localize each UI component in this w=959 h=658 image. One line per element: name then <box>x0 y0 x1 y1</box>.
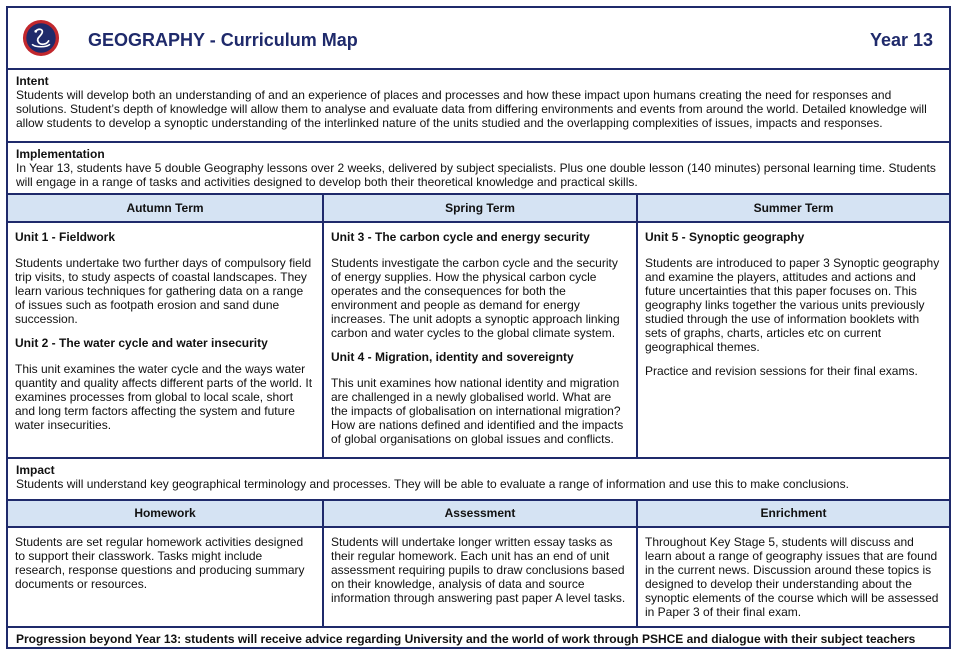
implementation-section <box>8 143 949 195</box>
homework-text: Students are set regular homework activities designed to support their classwork. Tasks might include research, response questions and producing summary documents or resources. <box>8 528 324 626</box>
impact-section <box>8 459 949 501</box>
impact-text: Students will understand key geographical terminology and processes. They will be able to evaluate a range of information and use this to make conclusions. <box>16 477 849 491</box>
unit4-title: Unit 4 - Migration, identity and sovereignty <box>331 350 574 364</box>
unit1-text: Students undertake two further days of compulsory field trip visits, to study aspects of coastal landscapes. They learn various techniques for gathering data on a range of issues such as footpath erosion and sand dune succession. <box>15 256 312 326</box>
unit1-title: Unit 1 - Fieldwork <box>15 230 116 244</box>
intent-text: Students will develop both an understanding of and an experience of places and processes and how these impact upon humans creating the need for responses and solutions. Student’s depth of knowledge will allow them to analyse and evaluate data from differing environments and events from around the world. Detailed knowledge will allow students to develop a synoptic understanding of the interlinked nature of the units studied and the overlapping complexities of issues, impacts and responses. <box>16 88 927 130</box>
page-title: GEOGRAPHY - Curriculum Map <box>88 30 358 50</box>
unit4-text: This unit examines how national identity and migration are challenged in a newly globalised world. What are the impacts of globalisation on international migration? How are nations defined and identified and the impacts of global organisations on global issues and conflicts. <box>331 376 624 446</box>
summer-term-heading: Summer Term <box>638 195 949 221</box>
summer-term-cell <box>638 223 949 457</box>
homework-heading: Homework <box>8 501 324 526</box>
autumn-term-heading: Autumn Term <box>8 195 324 221</box>
autumn-term-cell <box>8 223 324 457</box>
spring-term-cell <box>324 223 638 457</box>
intent-heading: Intent <box>16 74 49 88</box>
progression-text: Progression beyond Year 13: students will receive advice regarding University and the world of work through PSHCE and dialogue with their subject teachers <box>16 632 916 646</box>
implementation-text: In Year 13, students have 5 double Geography lessons over 2 weeks, delivered by subject specialists. Plus one double lesson (140 minutes) personal learning time. Students will engage in a range of tasks and activities designed to develop both their theoretical knowledge and practical skills. <box>16 161 936 189</box>
enrichment-text: Throughout Key Stage 5, students will discuss and learn about a range of geography issues that are found in the current news. Discussion around these topics is designed to develop their understanding about the synoptic elements of the course which will be assessed in Paper 3 of their final exam. <box>645 535 939 619</box>
implementation-heading: Implementation <box>16 147 105 161</box>
homework-assessment-content-row <box>8 528 949 628</box>
homework-assessment-header-row <box>8 501 949 528</box>
revision-text: Practice and revision sessions for their final exams. <box>645 364 918 378</box>
term-content-row <box>8 223 949 459</box>
enrichment-heading: Enrichment <box>638 501 949 526</box>
assessment-heading: Assessment <box>324 501 638 526</box>
unit5-title: Unit 5 - Synoptic geography <box>645 230 805 244</box>
curriculum-map <box>6 6 951 649</box>
year-label: Year 13 <box>869 30 933 50</box>
term-header-row <box>8 195 949 223</box>
unit5-text: Students are introduced to paper 3 Synoptic geography and examine the players, attitudes and actions and future uncertainties that this paper focuses on. This geography links together the various units previously studied through the use of information booklets with sets of graphs, charts, articles etc on current geographical themes. <box>645 256 940 354</box>
unit3-title: Unit 3 - The carbon cycle and energy security <box>331 230 590 244</box>
impact-heading: Impact <box>16 463 55 477</box>
swan-logo-icon <box>22 19 60 57</box>
page-header <box>8 8 949 70</box>
unit2-title: Unit 2 - The water cycle and water insecurity <box>15 336 268 350</box>
spring-term-heading: Spring Term <box>324 195 638 221</box>
assessment-text: Students will undertake longer written essay tasks as their regular homework. Each unit has an end of unit assessment requiring pupils to draw conclusions based on their knowledge, analysis of data and source information through answering past paper A level tasks. <box>324 528 638 626</box>
unit2-text: This unit examines the water cycle and the ways water quantity and quality affects different parts of the world. It examines processes from global to local scale, short and long term factors affecting the system and future water insecurities. <box>15 362 313 432</box>
intent-section <box>8 70 949 143</box>
unit3-text: Students investigate the carbon cycle and the security of energy supplies. How the physical carbon cycle operates and the consequences for both the environment and people as demand for energy increases. The unit adopts a synoptic approach linking carbon and water cycles to the global climate system. <box>331 256 620 340</box>
